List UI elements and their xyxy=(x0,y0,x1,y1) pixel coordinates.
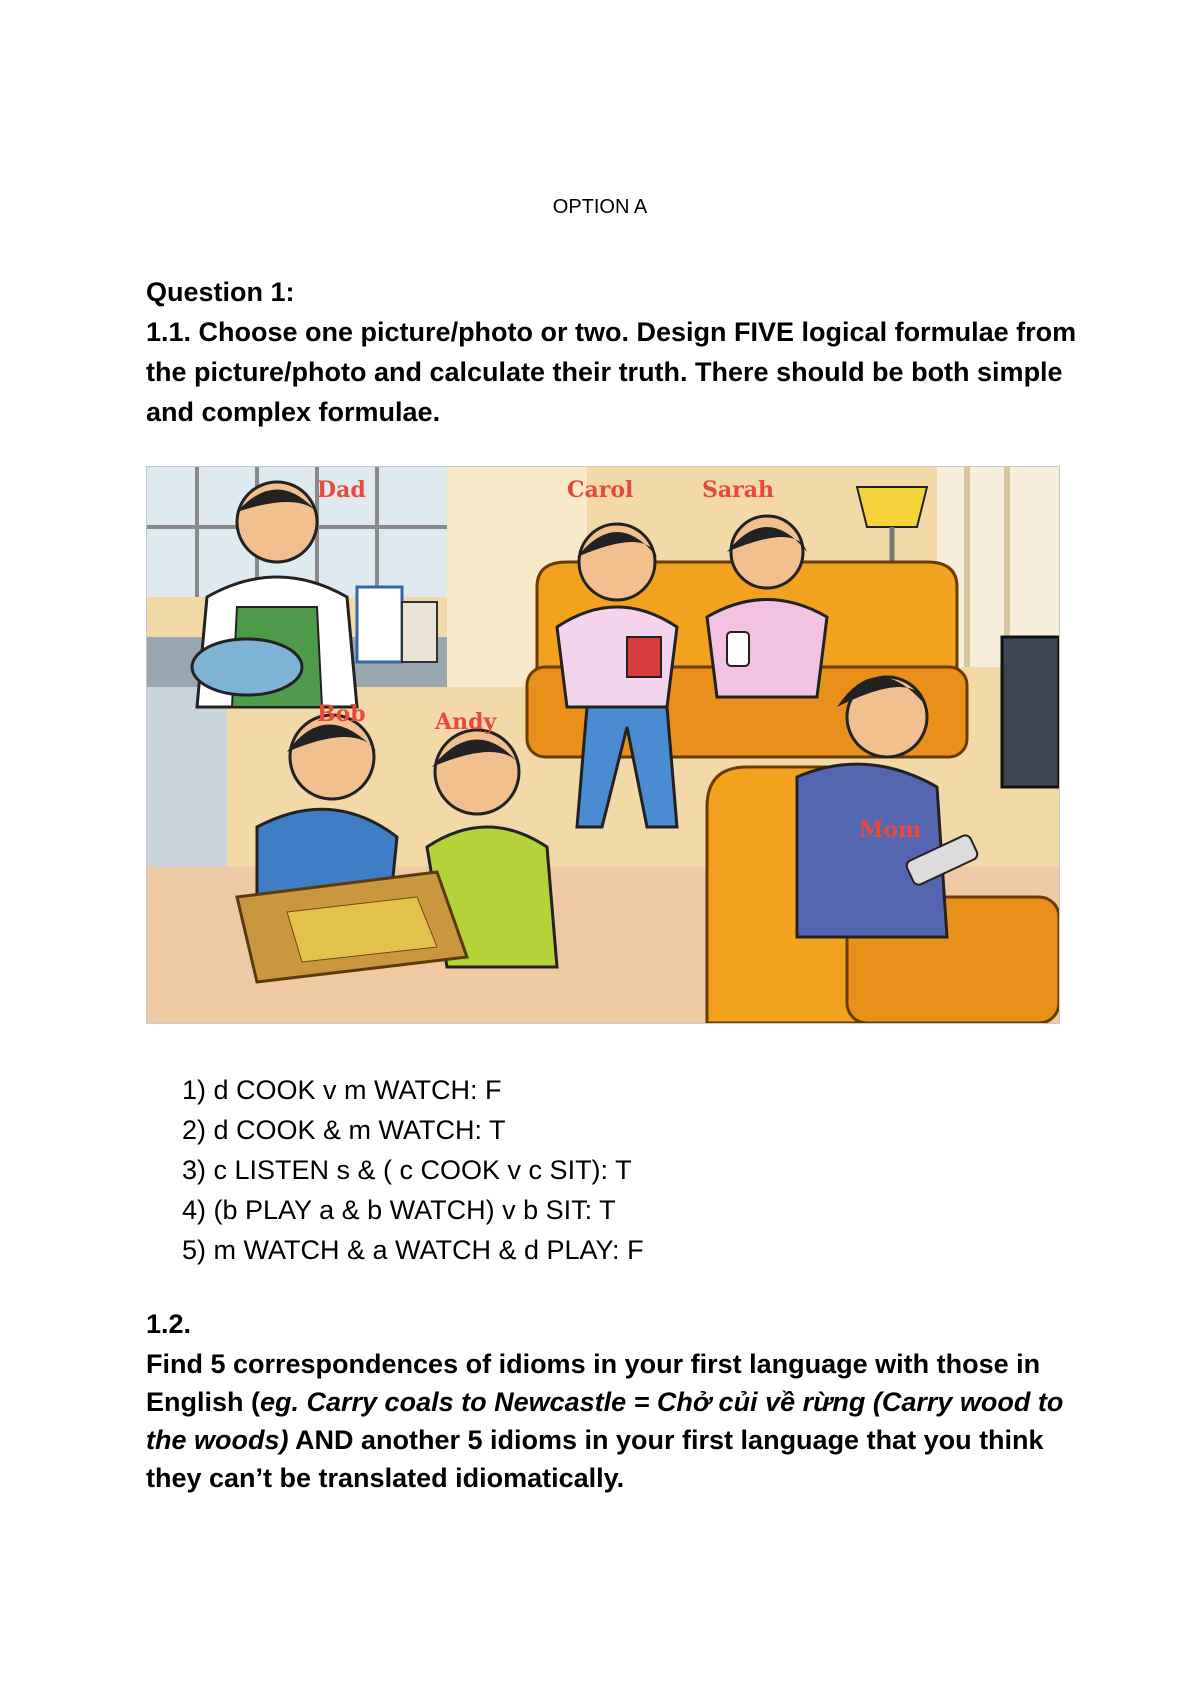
label-andy: Andy xyxy=(435,709,497,735)
section-1-2-text-before: Find 5 correspondences of idioms in your first language with those in English ( xyxy=(146,1349,1041,1417)
family-living-room-illustration xyxy=(146,466,1060,1024)
question-1-1-text: 1.1. Choose one picture/photo or two. Design FIVE logical formulae from the picture/photo and calculate their truth. There should be both simple and complex formulae. xyxy=(146,317,1077,427)
formula-item: 5) m WATCH & a WATCH & d PLAY: F xyxy=(182,1235,644,1265)
formula-item: 3) c LISTEN s & ( c COOK v c SIT): T xyxy=(182,1155,632,1185)
formula-item: 2) d COOK & m WATCH: T xyxy=(182,1115,506,1145)
idiom-example: eg. Carry coals to Newcastle = Chở củi về rừng (Carry wood to the woods) xyxy=(146,1387,1064,1455)
section-1-2-text xyxy=(146,1345,1076,1497)
label-dad: Dad xyxy=(317,477,366,503)
section-1-2-heading: 1.2. xyxy=(146,1309,192,1339)
question-heading: Question 1: xyxy=(146,277,295,307)
formula-item: 1) d COOK v m WATCH: F xyxy=(182,1075,502,1105)
label-carol: Carol xyxy=(567,477,634,503)
label-sarah: Sarah xyxy=(702,477,774,503)
formula-item: 4) (b PLAY a & b WATCH) v b SIT: T xyxy=(182,1195,616,1225)
question-block xyxy=(146,272,1086,432)
label-bob: Bob xyxy=(317,701,366,727)
label-mom: Mom xyxy=(859,817,922,843)
formulae-list xyxy=(182,1070,644,1270)
section-1-2-text-after: AND another 5 idioms in your first language that you think they can’t be translated idiomatically. xyxy=(146,1425,1044,1493)
option-title: OPTION A xyxy=(552,196,648,218)
